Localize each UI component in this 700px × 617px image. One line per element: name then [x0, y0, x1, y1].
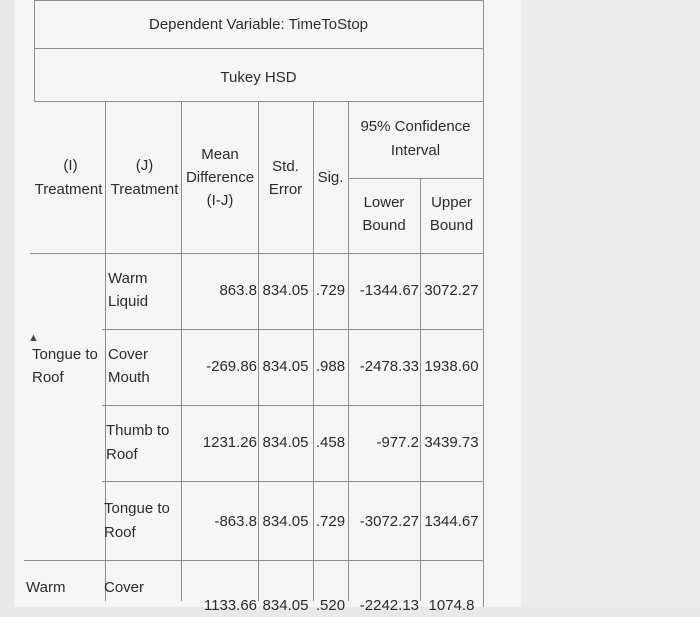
header-i-label: (I)	[63, 157, 78, 174]
group-1-label-line2: Roof	[32, 369, 64, 386]
rule-lower-upper	[420, 178, 421, 601]
rule-row-3	[102, 481, 483, 482]
row-5-upper: 1074.8	[428, 597, 475, 614]
row-1-sig: .729	[315, 282, 346, 299]
rule-header-bottom	[30, 253, 483, 254]
header-lower-2: Bound	[362, 217, 406, 234]
header-mean-2: Difference	[185, 169, 255, 186]
header-i-treatment: Treatment	[34, 181, 103, 198]
method-label: Tukey HSD	[220, 69, 297, 86]
header-ci-1: 95% Confidence	[360, 118, 471, 135]
row-5-j-line1: Cover	[104, 579, 145, 596]
row-2-mean: -269.86	[206, 358, 257, 375]
row-4-sig: .729	[315, 513, 346, 530]
rule-title	[34, 48, 483, 49]
row-2-lower: -2478.33	[359, 358, 419, 375]
row-3-j-line2: Roof	[106, 446, 138, 463]
row-2-j-line2: Mouth	[108, 369, 150, 386]
row-5-sig: .520	[315, 597, 346, 614]
group-1-label-line1: Tongue to	[32, 346, 98, 363]
header-mean-1: Mean	[201, 146, 239, 163]
row-3-mean: 1231.26	[202, 434, 257, 451]
row-4-upper: 1344.67	[424, 513, 479, 530]
row-1-j-line1: Warm	[108, 270, 148, 287]
row-3-sig: .458	[315, 434, 346, 451]
row-4-se: 834.05	[262, 513, 309, 530]
table-title: Dependent Variable: TimeToStop	[148, 16, 369, 33]
header-sig: Sig.	[317, 169, 344, 186]
rule-row-4	[24, 560, 483, 561]
row-1-j-line2: Liquid	[108, 293, 149, 310]
row-1-upper: 3072.27	[424, 282, 479, 299]
row-2-sig: .988	[315, 358, 346, 375]
header-upper-2: Bound	[429, 217, 474, 234]
row-2-se: 834.05	[262, 358, 309, 375]
rule-row-2	[102, 405, 483, 406]
header-std-2: Error	[268, 181, 303, 198]
header-ci-2: Interval	[390, 142, 441, 159]
row-5-lower: -2242.13	[359, 597, 419, 614]
row-4-lower: -3072.27	[359, 513, 419, 530]
row-3-se: 834.05	[262, 434, 309, 451]
header-j-label: (J)	[135, 157, 154, 174]
row-2-j-line1: Cover	[108, 346, 149, 363]
rule-right	[483, 0, 484, 607]
row-5-mean: 1133.66	[203, 597, 257, 614]
header-mean-3: (I-J)	[206, 192, 234, 209]
rule-ci-sub	[348, 178, 483, 179]
row-4-j-line1: Tongue to	[104, 500, 170, 517]
header-upper-1: Upper	[431, 194, 472, 211]
row-1-se: 834.05	[262, 282, 309, 299]
row-5-se: 834.05	[262, 597, 309, 614]
arrow-icon: ▲	[28, 332, 39, 344]
row-4-mean: -863.8	[214, 513, 257, 530]
row-1-mean: 863.8	[219, 282, 257, 299]
group-2-label: Warm	[26, 579, 66, 596]
rule-row-1	[102, 329, 483, 330]
row-2-upper: 1938.60	[424, 358, 479, 375]
rule-top	[34, 0, 483, 1]
header-std-1: Std.	[272, 158, 299, 175]
row-4-j-line2: Roof	[104, 524, 136, 541]
row-3-lower: -977.2	[376, 434, 419, 451]
background-right	[521, 0, 700, 607]
header-j-treatment: Treatment	[110, 181, 179, 198]
header-lower-1: Lower	[363, 194, 405, 211]
row-1-lower: -1344.67	[359, 282, 419, 299]
row-3-j-line1: Thumb to	[106, 422, 170, 439]
row-3-upper: 3439.73	[424, 434, 479, 451]
